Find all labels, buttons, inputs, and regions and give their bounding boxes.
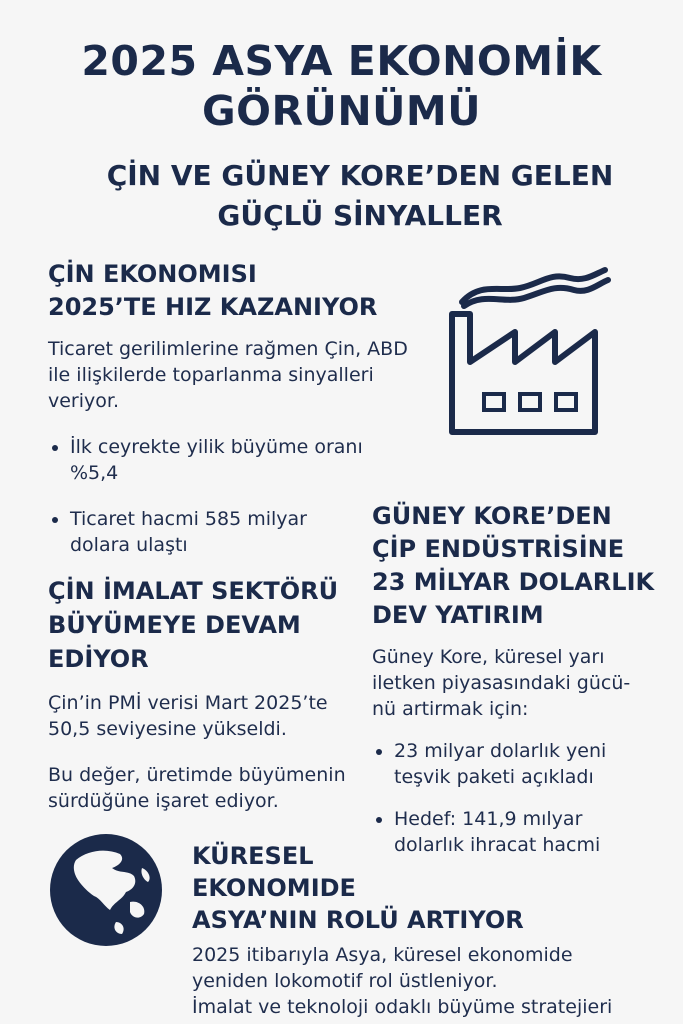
page-title bbox=[0, 36, 683, 136]
manufacturing-heading-line-3: EDİYOR bbox=[48, 645, 149, 673]
korea-heading bbox=[372, 500, 672, 632]
korea-section bbox=[372, 500, 672, 858]
global-text-line-1: 2025 itibarıyla Asya, küresel ekonomide bbox=[192, 944, 573, 966]
korea-bullet-incentive: 23 milyar dolarlık yeni teşvik paketi açıkladı bbox=[372, 738, 644, 790]
china-heading bbox=[48, 258, 428, 324]
manufacturing-pmi-text: Çin’in PMİ verisi Mart 2025’te 50,5 seviyesine yükseldi. bbox=[48, 692, 328, 740]
china-intro: Ticaret gerilimlerine rağmen Çin, ABD ile ilişkilerde toparlanma sinyalleri veriyor. bbox=[48, 338, 408, 412]
china-bullets bbox=[48, 434, 398, 558]
china-heading-line-1: ÇİN EKONOMISI bbox=[48, 260, 257, 288]
china-heading-line-2: 2025’TE HIZ KAZANIYOR bbox=[48, 293, 378, 321]
global-text bbox=[192, 942, 672, 1020]
china-bullet-trade: Ticaret hacmi 585 milyar dolara ulaştı bbox=[48, 506, 340, 558]
globe-icon bbox=[46, 830, 166, 950]
manufacturing-heading-line-1: ÇİN İMALAT SEKTÖRÜ bbox=[48, 577, 339, 605]
global-text-line-3: İmalat ve teknoloji odaklı büyüme stratejieri bbox=[192, 996, 613, 1018]
subtitle-line-2: GÜÇLÜ SİNYALLER bbox=[217, 199, 503, 232]
subtitle-line-1: ÇİN VE GÜNEY KORE’DEN GELEN bbox=[106, 159, 614, 192]
manufacturing-heading bbox=[48, 574, 378, 676]
title-line-2: GÖRÜNÜMÜ bbox=[201, 87, 482, 135]
korea-heading-line-4: DEV YATIRIM bbox=[372, 601, 544, 629]
manufacturing-section bbox=[48, 574, 378, 814]
korea-bullet-export-target: Hedef: 141,9 mılyar dolarlık ihracat hacmi bbox=[372, 806, 644, 858]
title-line-1: 2025 ASYA EKONOMİK bbox=[81, 37, 602, 85]
china-section bbox=[48, 258, 428, 558]
china-bullet-growth: İlk ceyrekte yilik büyüme oranı %5,4 bbox=[48, 434, 398, 486]
manufacturing-heading-line-2: BÜYÜMEYE DEVAM bbox=[48, 611, 301, 639]
manufacturing-growth-text: Bu değer, üretimde büyümenin sürdüğüne işaret ediyor. bbox=[48, 764, 346, 812]
global-text-line-2: yeniden lokomotif rol üstleniyor. bbox=[192, 970, 498, 992]
factory-icon bbox=[440, 262, 620, 442]
korea-heading-line-3: 23 MİLYAR DOLARLIK bbox=[372, 568, 655, 596]
korea-heading-line-1: GÜNEY KORE’DEN bbox=[372, 502, 612, 530]
korea-intro: Güney Kore, küresel yarı iletken piyasasındaki gücü-nü artirmak için: bbox=[372, 646, 631, 720]
global-heading-line-3: ASYA’NIN ROLÜ ARTIYOR bbox=[192, 906, 524, 934]
page-subtitle bbox=[40, 156, 680, 236]
global-section bbox=[192, 840, 672, 1020]
global-heading bbox=[192, 840, 672, 936]
korea-heading-line-2: ÇİP ENDÜSTRİSİNE bbox=[372, 535, 625, 563]
global-heading-line-1: KÜRESEL bbox=[192, 842, 314, 870]
global-heading-line-2: EKONOMIDE bbox=[192, 874, 356, 902]
